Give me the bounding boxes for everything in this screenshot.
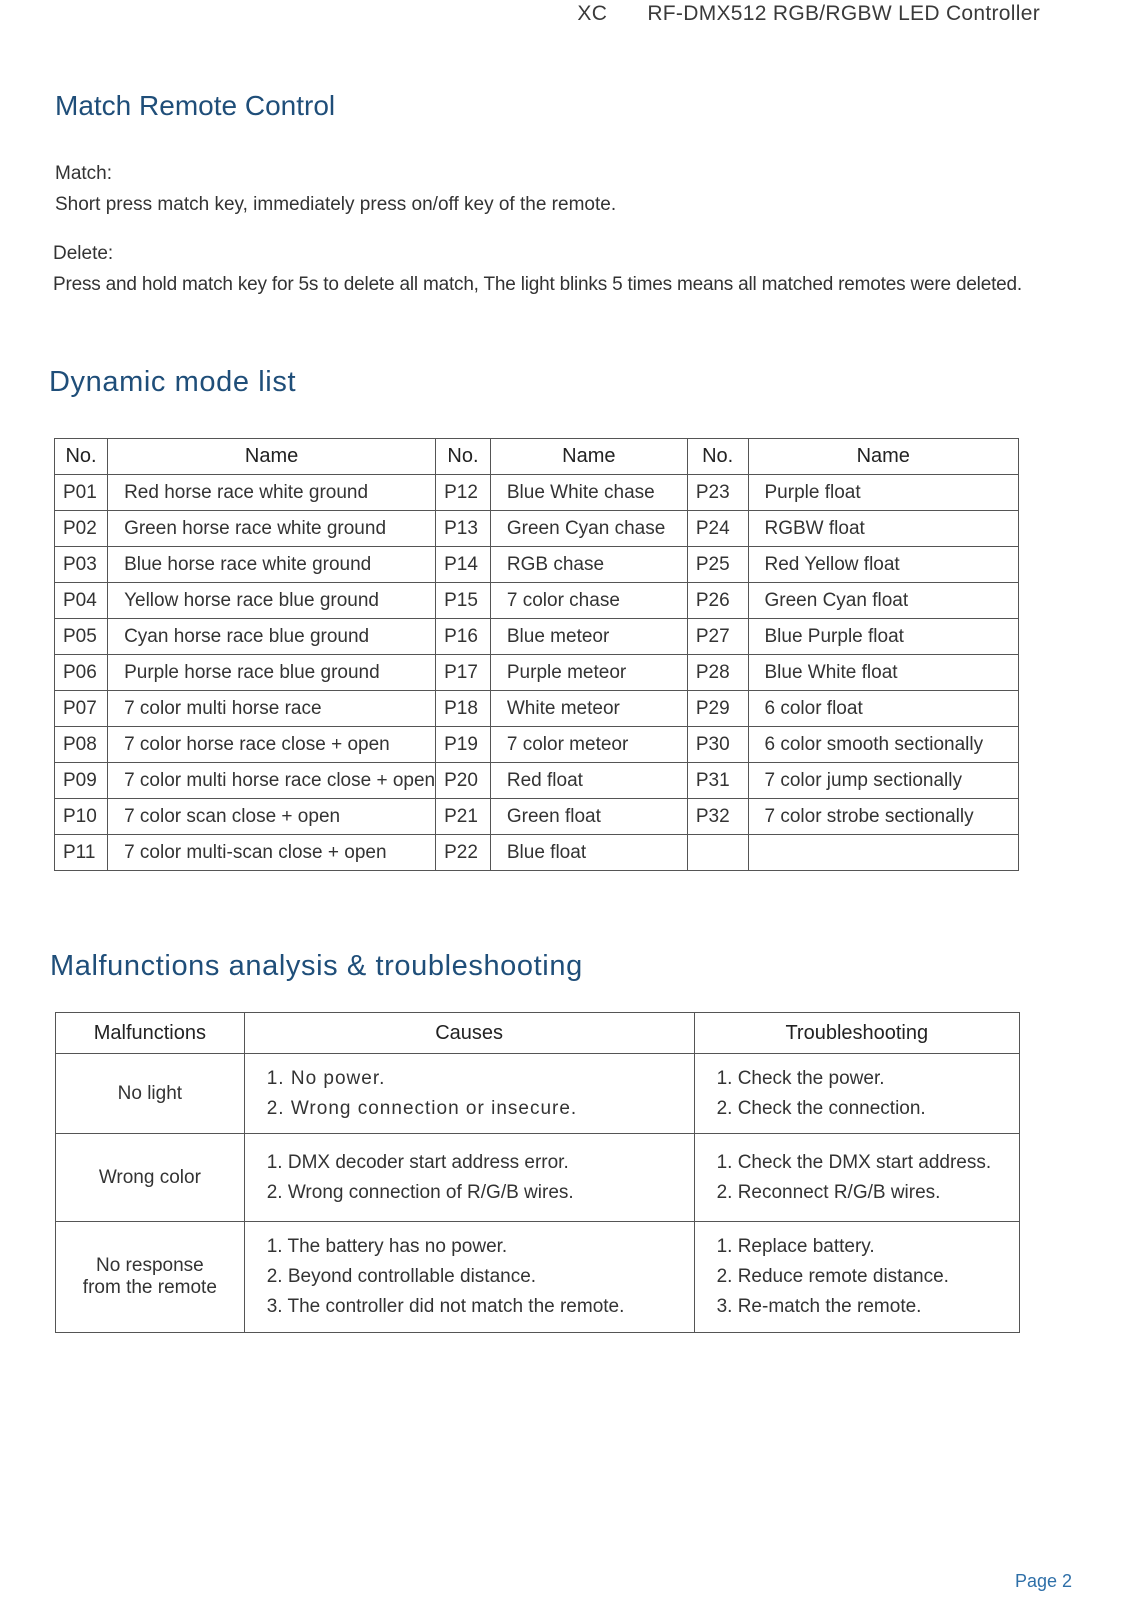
- mode-name: Red horse race white ground: [108, 475, 436, 511]
- table-row: [55, 727, 1019, 763]
- causes-cell: [244, 1222, 694, 1333]
- malfunction-text: No light: [117, 1082, 183, 1104]
- cause-item: 2. Wrong connection or insecure.: [266, 1097, 578, 1119]
- mode-number: P11: [55, 835, 108, 871]
- mode-number: P02: [55, 511, 108, 547]
- malfunction-cell: [56, 1222, 245, 1333]
- mode-name: 7 color jump sectionally: [748, 763, 1019, 799]
- mode-number: [687, 835, 748, 871]
- mode-number: P10: [55, 799, 108, 835]
- mode-number: P31: [687, 763, 748, 799]
- mode-number: P04: [55, 583, 108, 619]
- mode-number: P26: [687, 583, 748, 619]
- mode-name: Red Yellow float: [748, 547, 1019, 583]
- fix-item: 2. Reconnect R/G/B wires.: [716, 1181, 941, 1203]
- table-row: [55, 547, 1019, 583]
- fix-item: 2. Reduce remote distance.: [716, 1266, 949, 1287]
- mode-number: P25: [687, 547, 748, 583]
- mode-number: P20: [436, 763, 491, 799]
- mode-number: P16: [436, 619, 491, 655]
- mode-number: P12: [436, 475, 491, 511]
- mode-number: P06: [55, 655, 108, 691]
- table-row: [56, 1222, 1020, 1333]
- mode-name: Purple horse race blue ground: [108, 655, 436, 691]
- causes-cell: [244, 1134, 694, 1222]
- malfunction-table: [55, 1012, 1020, 1333]
- table-row: [55, 835, 1019, 871]
- mode-name: 7 color multi horse race close + open: [108, 763, 436, 799]
- fix-item: 2. Check the connection.: [716, 1097, 926, 1119]
- table-row: [55, 763, 1019, 799]
- troubleshooting-cell: [694, 1054, 1019, 1134]
- table-row: [55, 691, 1019, 727]
- cause-item: 2. Beyond controllable distance.: [266, 1266, 537, 1287]
- mode-number: P22: [436, 835, 491, 871]
- header-name-3: Name: [748, 439, 1019, 475]
- malfunction-text: Wrong color: [98, 1166, 201, 1188]
- mode-name: [748, 835, 1019, 871]
- troubleshooting-cell: [694, 1222, 1019, 1333]
- mode-name: Blue float: [490, 835, 687, 871]
- mode-name: 6 color float: [748, 691, 1019, 727]
- mode-name: 7 color meteor: [490, 727, 687, 763]
- table-row: [55, 475, 1019, 511]
- mode-name: 7 color horse race close + open: [108, 727, 436, 763]
- table-row: [56, 1054, 1020, 1134]
- table-row: [55, 511, 1019, 547]
- match-instructions: Short press match key, immediately press on/off key of the remote.: [55, 194, 617, 215]
- dynamic-mode-title: Dynamic mode list: [49, 366, 297, 398]
- cause-item: 1. DMX decoder start address error.: [266, 1151, 569, 1173]
- fix-item: 1. Check the DMX start address.: [716, 1151, 992, 1173]
- mode-name: Purple meteor: [490, 655, 687, 691]
- table-row: [55, 583, 1019, 619]
- mode-name: Blue White chase: [490, 475, 687, 511]
- mode-number: P08: [55, 727, 108, 763]
- header-name-2: Name: [490, 439, 687, 475]
- cause-item: 3. The controller did not match the remote.: [266, 1296, 625, 1317]
- delete-instructions: Press and hold match key for 5s to delete all match, The light blinks 5 times means all matched remotes were deleted.: [53, 274, 1022, 295]
- mode-number: P03: [55, 547, 108, 583]
- causes-cell: [244, 1054, 694, 1134]
- header-troubleshooting: Troubleshooting: [694, 1013, 1019, 1054]
- mode-number: P18: [436, 691, 491, 727]
- match-label: Match:: [55, 163, 113, 184]
- mode-number: P13: [436, 511, 491, 547]
- table-row: [55, 799, 1019, 835]
- header-causes: Causes: [244, 1013, 694, 1054]
- mode-name: 7 color multi-scan close + open: [108, 835, 436, 871]
- page-number: Page 2: [1014, 1571, 1072, 1591]
- brand-name: XC: [577, 2, 608, 25]
- malfunction-cell: [56, 1134, 245, 1222]
- mode-name: Green Cyan float: [748, 583, 1019, 619]
- mode-name: 6 color smooth sectionally: [748, 727, 1019, 763]
- malfunction-text: No response: [95, 1255, 204, 1276]
- malfunction-table-header: [56, 1013, 1020, 1054]
- table-row: [55, 619, 1019, 655]
- mode-number: P17: [436, 655, 491, 691]
- mode-name: Cyan horse race blue ground: [108, 619, 436, 655]
- mode-name: White meteor: [490, 691, 687, 727]
- header-malfunctions: Malfunctions: [56, 1013, 245, 1054]
- troubleshooting-cell: [694, 1134, 1019, 1222]
- page-header: [577, 2, 1040, 26]
- cause-item: 2. Wrong connection of R/G/B wires.: [266, 1181, 574, 1203]
- mode-number: P23: [687, 475, 748, 511]
- header-no-1: No.: [55, 439, 108, 475]
- header-name-1: Name: [108, 439, 436, 475]
- fix-item: 3. Re-match the remote.: [716, 1296, 922, 1317]
- mode-name: Red float: [490, 763, 687, 799]
- mode-number: P29: [687, 691, 748, 727]
- table-row: [55, 655, 1019, 691]
- mode-number: P21: [436, 799, 491, 835]
- mode-name: Blue White float: [748, 655, 1019, 691]
- mode-number: P30: [687, 727, 748, 763]
- mode-number: P27: [687, 619, 748, 655]
- mode-name: Blue horse race white ground: [108, 547, 436, 583]
- header-no-2: No.: [436, 439, 491, 475]
- mode-name: Blue Purple float: [748, 619, 1019, 655]
- mode-name: 7 color multi horse race: [108, 691, 436, 727]
- mode-name: Green horse race white ground: [108, 511, 436, 547]
- mode-number: P19: [436, 727, 491, 763]
- table-row: [56, 1134, 1020, 1222]
- fix-item: 1. Check the power.: [716, 1067, 885, 1089]
- malfunction-title: Malfunctions analysis & troubleshooting: [50, 950, 583, 982]
- mode-name: RGBW float: [748, 511, 1019, 547]
- mode-number: P09: [55, 763, 108, 799]
- mode-name: 7 color strobe sectionally: [748, 799, 1019, 835]
- mode-name: 7 color chase: [490, 583, 687, 619]
- mode-number: P05: [55, 619, 108, 655]
- mode-number: P32: [687, 799, 748, 835]
- fix-item: 1. Replace battery.: [716, 1236, 875, 1257]
- header-no-3: No.: [687, 439, 748, 475]
- mode-name: Blue meteor: [490, 619, 687, 655]
- dynamic-mode-table: [54, 438, 1019, 871]
- product-name: RF-DMX512 RGB/RGBW LED Controller: [647, 2, 1040, 25]
- mode-name: Purple float: [748, 475, 1019, 511]
- mode-name: Green Cyan chase: [490, 511, 687, 547]
- malfunction-text: from the remote: [82, 1277, 217, 1298]
- mode-number: P07: [55, 691, 108, 727]
- mode-number: P28: [687, 655, 748, 691]
- mode-number: P15: [436, 583, 491, 619]
- delete-label: Delete:: [53, 243, 114, 264]
- mode-name: RGB chase: [490, 547, 687, 583]
- mode-number: P14: [436, 547, 491, 583]
- mode-name: Green float: [490, 799, 687, 835]
- cause-item: 1. The battery has no power.: [266, 1236, 508, 1257]
- cause-item: 1. No power.: [266, 1067, 386, 1089]
- mode-name: 7 color scan close + open: [108, 799, 436, 835]
- malfunction-cell: [56, 1054, 245, 1134]
- match-section-title: Match Remote Control: [55, 90, 336, 121]
- mode-table-header: [55, 439, 1019, 475]
- mode-number: P24: [687, 511, 748, 547]
- mode-name: Yellow horse race blue ground: [108, 583, 436, 619]
- mode-number: P01: [55, 475, 108, 511]
